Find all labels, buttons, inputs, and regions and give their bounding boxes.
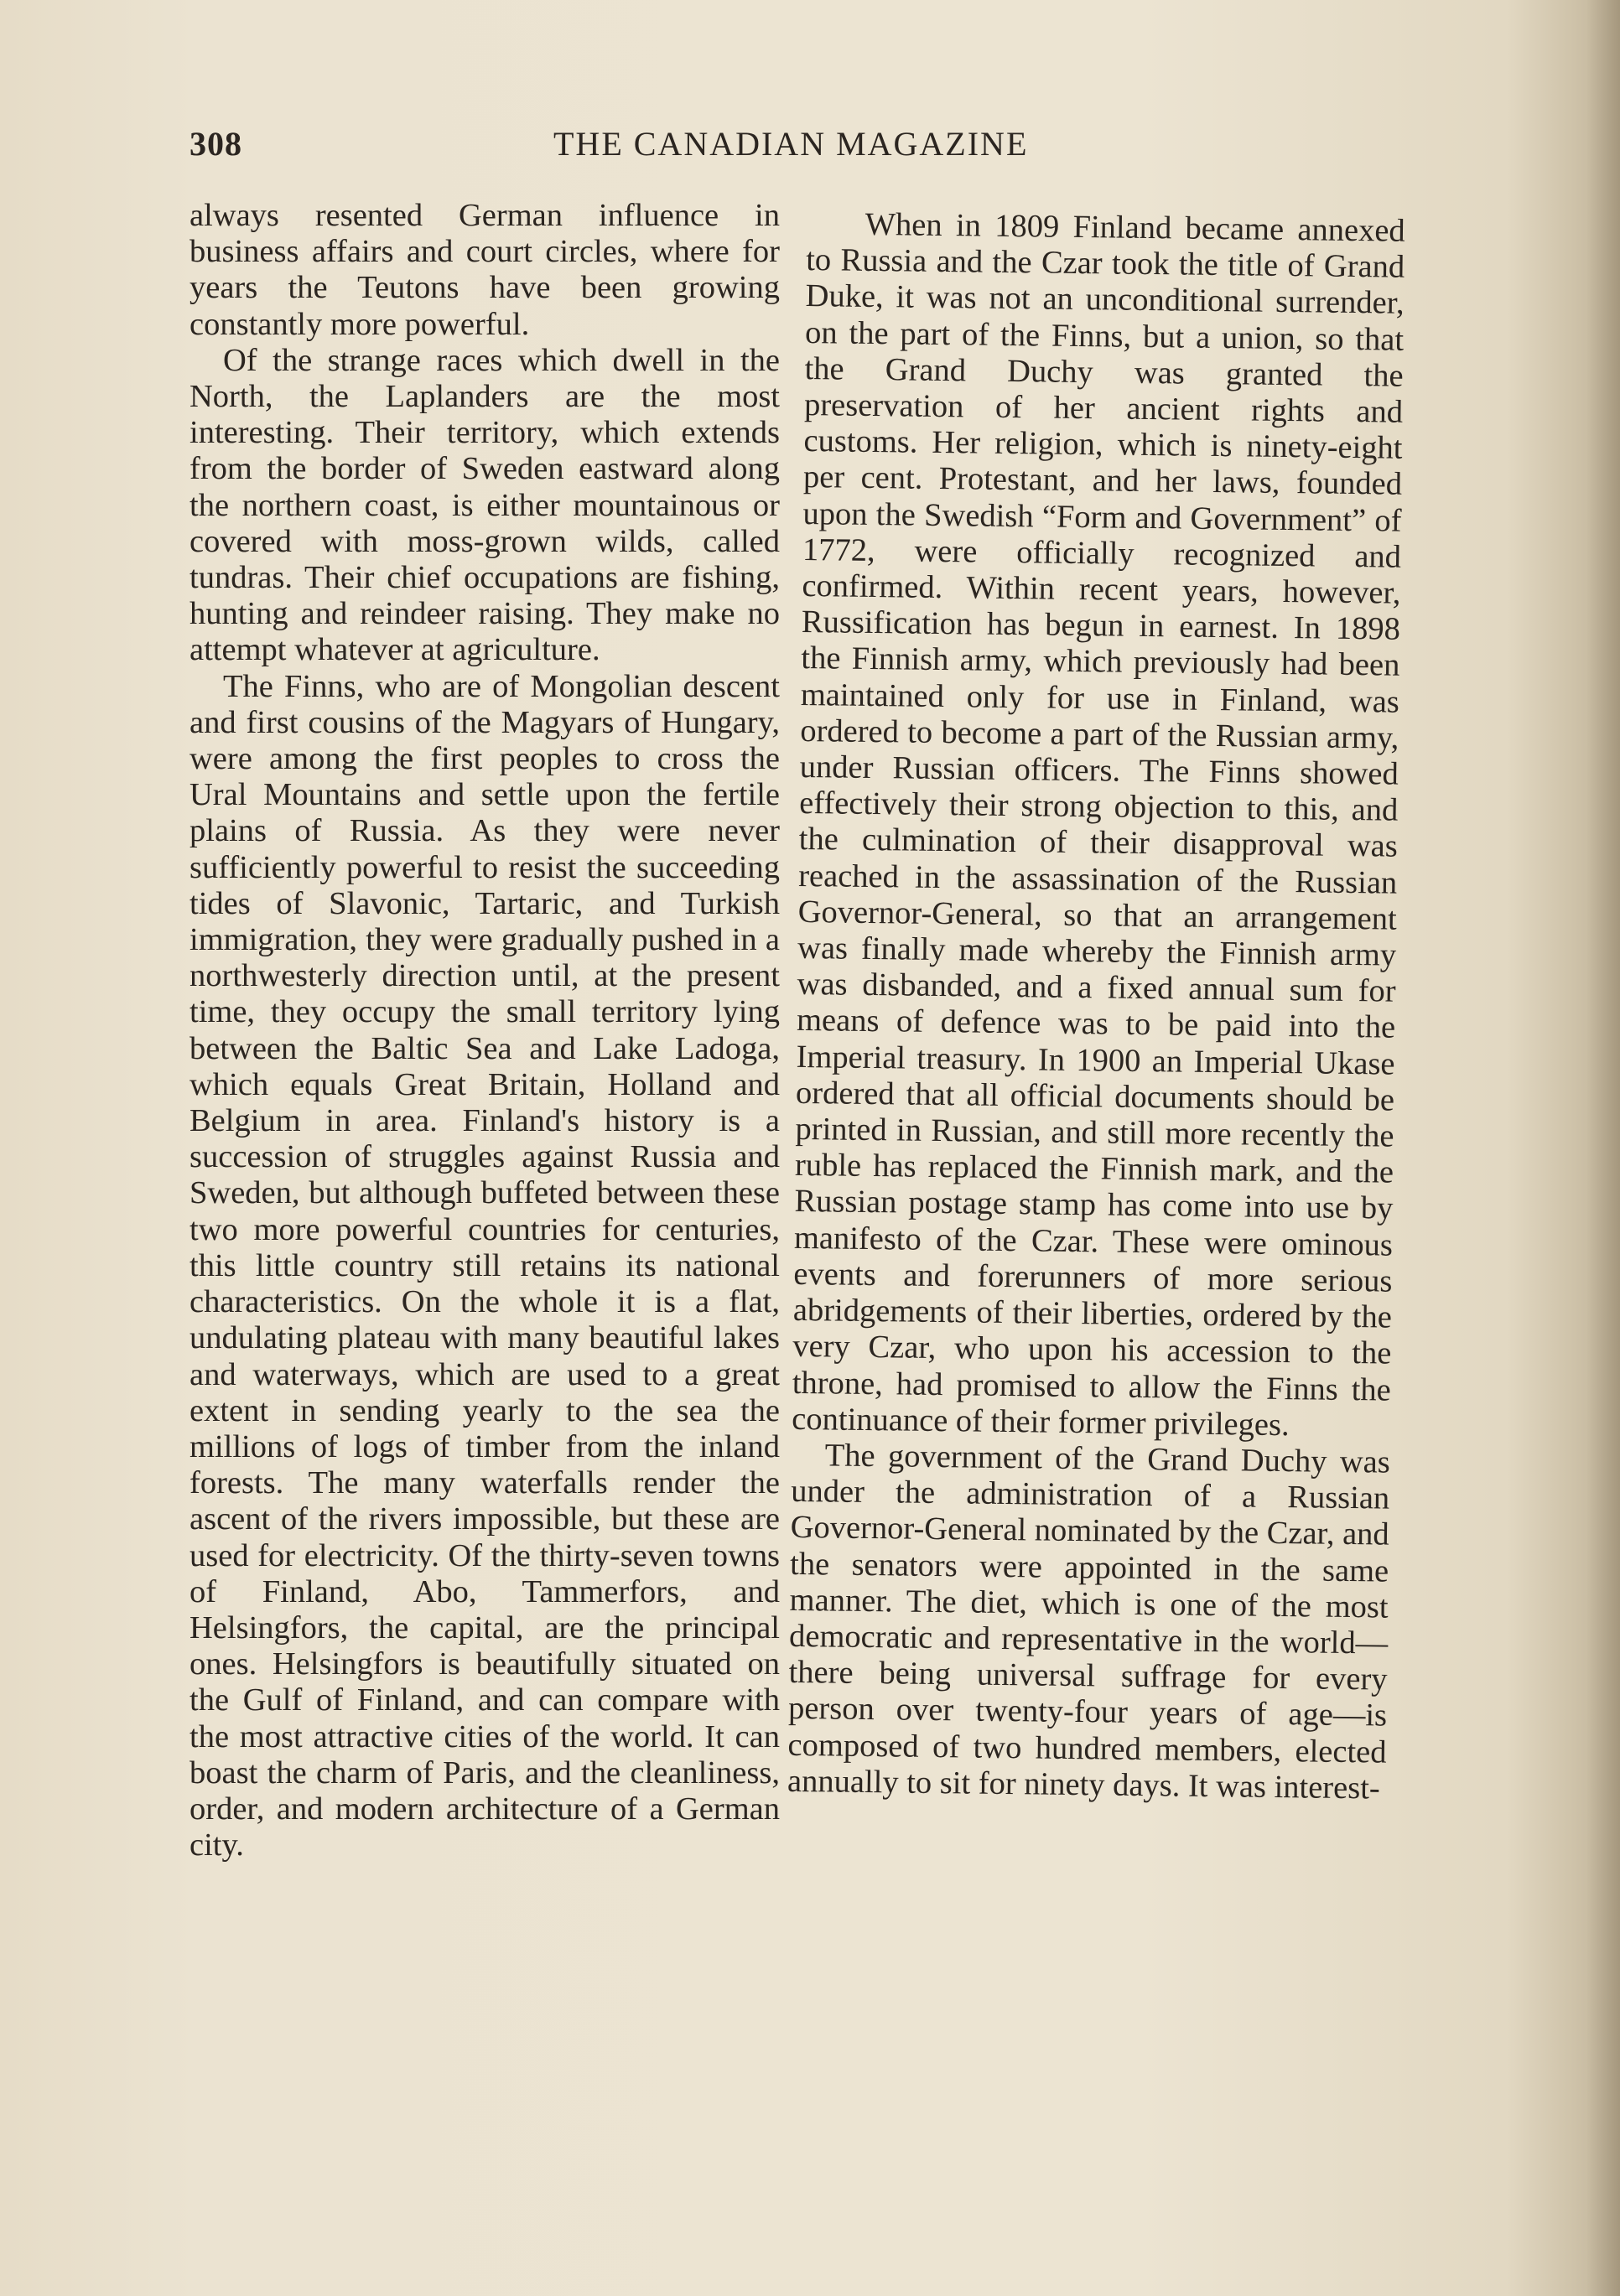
left-column [190,198,780,1863]
page-edge-shadow [1586,0,1620,2296]
running-title: THE CANADIAN MAGAZINE [553,125,1029,163]
paragraph: always resented German influence in business affairs and court circles, where for years the Teutons have been growing constantly more powerful. [190,198,780,342]
page-number: 308 [190,125,242,163]
paragraph: The Finns, who are of Mongolian descent and first cousins of the Magyars of Hungary, were among the first peoples to cross the Ural Mountains and settle upon the fertile plains of Russia. As they were never sufficiently powerful to resist the succeeding tides of Slavonic, Tartaric, and Turkish immigration, they were gradually pushed in a northwesterly direction until, at the present time, they occupy the small territory lying between the Baltic Sea and Lake Ladoga, which equals Great Britain, Holland and Belgium in area. Finland's history is a succession of struggles against Russia and Sweden, but although buffeted between these two more powerful countries for centuries, this little country still retains its national characteristics. On the whole it is a flat, undulating plateau with many beautiful lakes and waterways, which are used to a great extent in sending yearly to the sea the millions of logs of timber from the inland forests. The many waterfalls render the ascent of the rivers impossible, but these are used for electricity. Of the thirty-seven towns of Finland, Abo, Tammerfors, and Helsingfors, the capital, are the principal ones. Helsingfors is beautifully situated on the Gulf of Finland, and can compare with the most attractive cities of the world. It can boast the charm of Paris, and the cleanliness, order, and modern architecture of a German city. [190,668,780,1863]
right-column [787,206,1405,1807]
paragraph: Of the strange races which dwell in the North, the Laplanders are the most interesting. Their territory, which extends from the border of Sweden eastward along the northern coast, is either mountainous or covered with moss-grown wilds, called tundras. Their chief occupations are fishing, hunting and reindeer raising. They make no attempt whatever at agriculture. [190,342,780,668]
paragraph: When in 1809 Finland became annexed to Russia and the Czar took the title of Grand Duke, it was not an unconditional surrender, on the part of the Finns, but a union, so that the Grand Duchy was granted the preservation of her ancient rights and customs. Her religion, which is ninety-eight per cent. Protestant, and her laws, founded upon the Swedish “Form and Government” of 1772, were officially recognized and confirmed. Within recent years, however, Russification has begun in earnest. In 1898 the Finnish army, which previously had been maintained only for use in Finland, was ordered to become a part of the Russian army, under Russian officers. The Finns showed effectively their strong objection to this, and the culmination of their disapproval was reached in the assassination of the Russian Governor-General, so that an arrangement was finally made whereby the Finnish army was disbanded, and a fixed annual sum for means of defence was to be paid into the Imperial treasury. In 1900 an Imperial Ukase ordered that all official documents should be printed in Russian, and still more recently the ruble has replaced the Finnish mark, and the Russian postage stamp has come into use by manifesto of the Czar. These were ominous events and forerunners of more serious abridgements of their liberties, ordered by the very Czar, who upon his accession to the throne, had promised to allow the Finns the continuance of their former privileges. [792,206,1405,1443]
paragraph: The government of the Grand Duchy was under the administration of a Russian Governor-General nominated by the Czar, and the senators were appointed in the same manner. The diet, which is one of the most democratic and representative in the world—there being universal suffrage for every person over twenty-four years of age—is composed of two hundred members, elected annually to sit for ninety days. It was interest- [787,1438,1391,1806]
